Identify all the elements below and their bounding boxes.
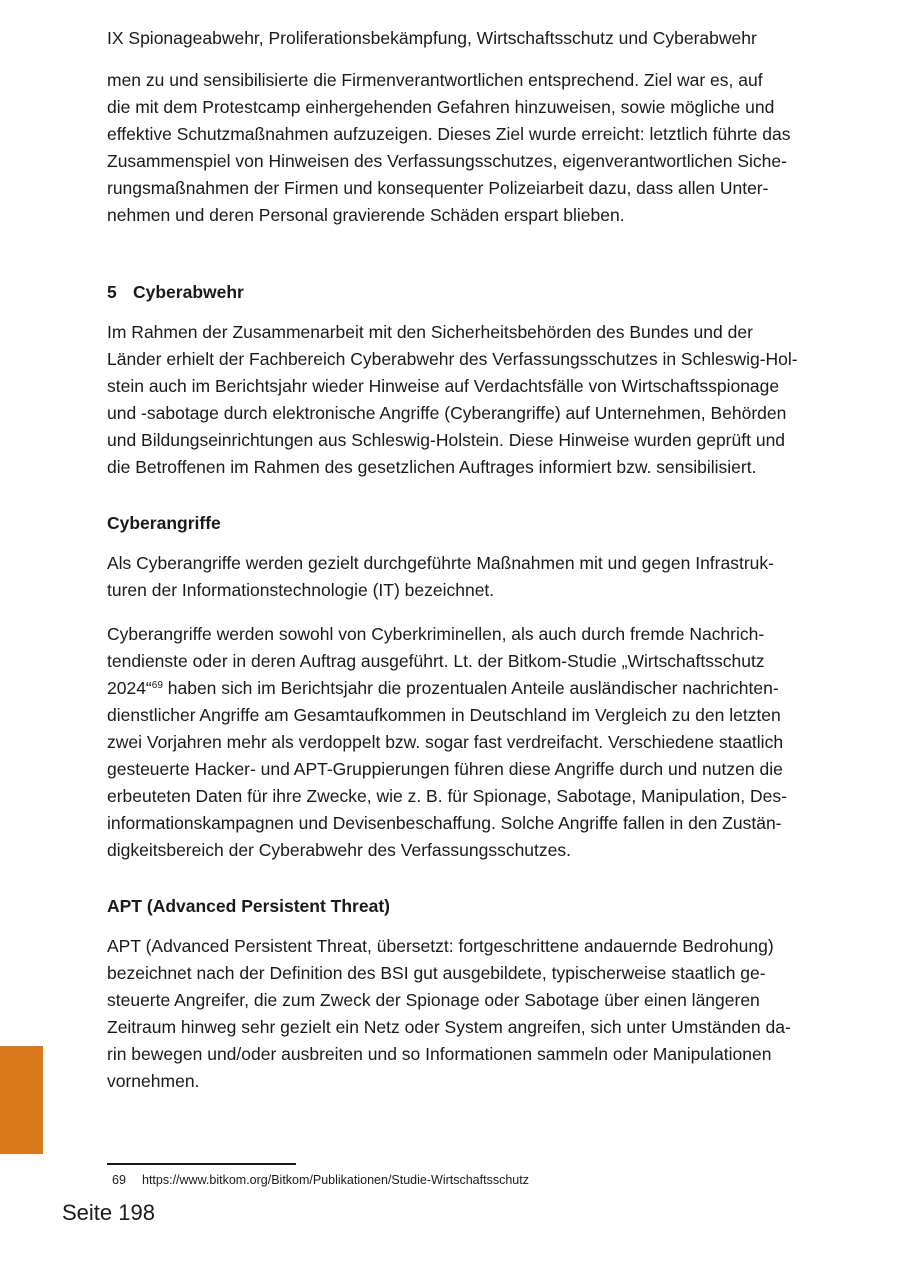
text-line: tendienste oder in deren Auftrag ausgeführt. Lt. der Bitkom-Studie „Wirtschaftsschutz [107, 651, 765, 671]
text-line: nehmen und deren Personal gravierende Schäden erspart blieben. [107, 205, 625, 225]
footnote [112, 1171, 529, 1189]
text-line: Länder erhielt der Fachbereich Cyberabwehr des Verfassungsschutzes in Schleswig-Hol- [107, 349, 798, 369]
text-line: Zeitraum hinweg sehr gezielt ein Netz oder System angreifen, sich unter Umständen da- [107, 1017, 791, 1037]
footnote-link[interactable]: https://www.bitkom.org/Bitkom/Publikationen/Studie-Wirtschaftsschutz [142, 1173, 529, 1187]
text-line: erbeuteten Daten für ihre Zwecke, wie z. B. für Spionage, Sabotage, Manipulation, Des- [107, 786, 787, 806]
text-line: effektive Schutzmaßnahmen aufzuzeigen. Dieses Ziel wurde erreicht: letztlich führte das [107, 124, 791, 144]
apt-paragraph [107, 933, 835, 1095]
footnote-divider [107, 1163, 296, 1165]
text-line: turen der Informationstechnologie (IT) bezeichnet. [107, 580, 495, 600]
text-line: informationskampagnen und Devisenbeschaffung. Solche Angriffe fallen in den Zustän- [107, 813, 782, 833]
subheading-cyberangriffe: Cyberangriffe [107, 513, 221, 533]
footnote-number: 69 [112, 1173, 126, 1187]
text-line: vornehmen. [107, 1071, 200, 1091]
text-line: die Betroffenen im Rahmen des gesetzlichen Auftrages informiert bzw. sensibilisiert. [107, 457, 757, 477]
text-line: gesteuerte Hacker- und APT-Gruppierungen führen diese Angriffe durch und nutzen die [107, 759, 783, 779]
running-header: IX Spionageabwehr, Proliferationsbekämpfung, Wirtschaftsschutz und Cyberabwehr [107, 28, 757, 48]
text-line: rin bewegen und/oder ausbreiten und so Informationen sammeln oder Manipulationen [107, 1044, 772, 1064]
text-line: und Bildungseinrichtungen aus Schleswig-Holstein. Diese Hinweise wurden geprüft und [107, 430, 786, 450]
cyberangriffe-details-paragraph [107, 621, 835, 864]
text-line: APT (Advanced Persistent Threat, übersetzt: fortgeschrittene andauernde Bedrohung) [107, 936, 774, 956]
section-heading-cyberabwehr [107, 279, 835, 306]
text-line: Als Cyberangriffe werden gezielt durchgeführte Maßnahmen mit und gegen Infrastruk- [107, 553, 774, 573]
footnote-reference[interactable]: 69 [151, 680, 163, 691]
text-line: zwei Vorjahren mehr als verdoppelt bzw. sogar fast verdreifacht. Verschiedene staatlich [107, 732, 784, 752]
text-line: stein auch im Berichtsjahr wieder Hinweise auf Verdachtsfälle von Wirtschaftsspionage [107, 376, 780, 396]
subheading-apt: APT (Advanced Persistent Threat) [107, 896, 390, 916]
page-number: Seite 198 [62, 1200, 155, 1225]
text-line: Im Rahmen der Zusammenarbeit mit den Sicherheitsbehörden des Bundes und der [107, 322, 753, 342]
text-line: die mit dem Protestcamp einhergehenden Gefahren hinzuweisen, sowie mögliche und [107, 97, 775, 117]
text-line [107, 675, 835, 702]
text-line: digkeitsbereich der Cyberabwehr des Verfassungsschutzes. [107, 840, 571, 860]
main-content [107, 67, 835, 1095]
cyberabwehr-paragraph [107, 319, 835, 481]
text-line: und -sabotage durch elektronische Angriffe (Cyberangriffe) auf Unternehmen, Behörden [107, 403, 787, 423]
text-line: bezeichnet nach der Definition des BSI gut ausgebildete, typischerweise staatlich ge- [107, 963, 766, 983]
section-title: Cyberabwehr [133, 282, 244, 302]
intro-paragraph [107, 67, 835, 229]
section-number: 5 [107, 282, 117, 302]
cyberangriffe-definition-paragraph [107, 550, 835, 604]
text-line: men zu und sensibilisierte die Firmenverantwortlichen entsprechend. Ziel war es, auf [107, 70, 763, 90]
text-fragment: haben sich im Berichtsjahr die prozentualen Anteile ausländischer nachrichten- [162, 678, 779, 698]
chapter-side-tab [0, 1046, 43, 1154]
text-line: rungsmaßnahmen der Firmen und konsequenter Polizeiarbeit dazu, dass allen Unter- [107, 178, 769, 198]
text-line: Cyberangriffe werden sowohl von Cyberkriminellen, als auch durch fremde Nachrich- [107, 624, 765, 644]
text-line: Zusammenspiel von Hinweisen des Verfassungsschutzes, eigenverantwortlichen Siche- [107, 151, 787, 171]
text-fragment: 2024“ [107, 678, 152, 698]
text-line: dienstlicher Angriffe am Gesamtaufkommen in Deutschland im Vergleich zu den letzten [107, 705, 781, 725]
text-line: steuerte Angreifer, die zum Zweck der Spionage oder Sabotage über einen längeren [107, 990, 760, 1010]
